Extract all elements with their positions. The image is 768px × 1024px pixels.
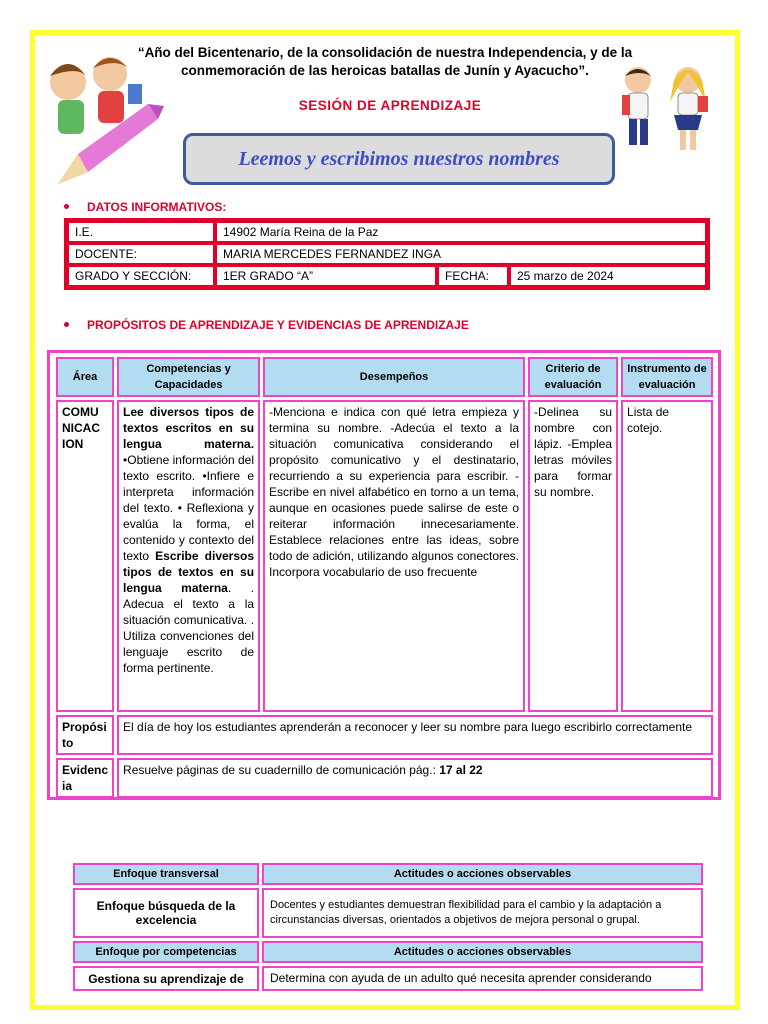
session-title: SESIÓN DE APRENDIZAJE (298, 98, 482, 113)
enfoque-competencias-header: Enfoque por competencias (73, 941, 259, 963)
datos-heading: DATOS INFORMATIVOS: (64, 200, 226, 214)
evidencia-label: Evidenc ia (56, 758, 114, 798)
propositos-heading: PROPÓSITOS DE APRENDIZAJE Y EVIDENCIAS DE APRENDIZAJE (64, 318, 469, 332)
capacidades-1: •Obtiene información del texto escrito. •Infiere e interpreta información del texto. • Reflexiona y evalúa la forma, el contenido y contexto del texto (123, 453, 255, 563)
enfoques-table (70, 860, 706, 994)
competencia-title-1: Lee diversos tipos de textos escritos en su lengua materna. (123, 405, 255, 451)
propositos-table (53, 354, 716, 801)
lesson-title-box (183, 133, 615, 185)
ie-label: I.E. (67, 221, 215, 243)
area-cell: COMU NICAC ION (56, 400, 114, 712)
datos-table (64, 218, 710, 290)
gestiona-text: Determina con ayuda de un adulto qué necesita aprender considerando (262, 966, 703, 991)
desempenos-cell: -Menciona e indica con qué letra empieza y termina su nombre. -Adecúa el texto a la situación comunicativa considerando el propósito comunicativo y el destinatario, recurriendo a su experiencia para escribir. - Escribe en nivel alfabético en torno a un tema, aunque en ocasiones puede salirse de este o reiterar información innecesariamente. Establece relaciones entre las ideas, sobre todo de adición, utilizando algunos conectores. Incorpora vocabulario de uso frecuente (263, 400, 525, 712)
bullet-icon (64, 204, 69, 209)
lesson-title: Leemos y escribimos nuestros nombres (238, 147, 560, 170)
criterio-cell: -Delinea su nombre con lápiz. -Emplea letras móviles para formar su nombre. (528, 400, 618, 712)
actitudes-header-1: Actitudes o acciones observables (262, 863, 703, 885)
gestiona-label: Gestiona su aprendizaje de (73, 966, 259, 991)
motto-text: “Año del Bicentenario, de la consolidación de nuestra Independencia, y de la conmemoración de las heroicas batallas de Junín y Ayacucho”. (137, 45, 633, 78)
capacidades-2: . Adecua el texto a la situación comunicativa. . Utiliza convenciones del lenguaje escrito de forma pertinente. (123, 581, 255, 675)
proposito-label: Propósi to (56, 715, 114, 755)
header-area: Área (56, 357, 114, 397)
fecha-value: 25 marzo de 2024 (509, 265, 707, 287)
instrumento-cell: Lista de cotejo. (621, 400, 713, 712)
evidencia-pages: 17 al 22 (439, 763, 483, 777)
competencia-title-2: Escribe diversos tipos de textos en su lengua materna (123, 549, 255, 595)
header-criterio: Criterio de evaluación (528, 357, 618, 397)
bullet-icon (64, 322, 69, 327)
grado-label: GRADO Y SECCIÓN: (67, 265, 215, 287)
header-instrumento: Instrumento de evaluación (621, 357, 713, 397)
enfoque-excelencia-text: Docentes y estudiantes demuestran flexibilidad para el cambio y la adaptación a circunstancias diversas, orientados a objetivos de mejora personal o grupal. (262, 888, 703, 938)
docente-label: DOCENTE: (67, 243, 215, 265)
enfoque-excelencia-label: Enfoque búsqueda de la excelencia (73, 888, 259, 938)
ie-value: 14902 María Reina de la Paz (215, 221, 707, 243)
proposito-text: El día de hoy los estudiantes aprenderán a reconocer y leer su nombre para luego escribirlo correctamente (117, 715, 713, 755)
grado-value: 1ER GRADO “A” (215, 265, 437, 287)
header-desempenos: Desempeños (263, 357, 525, 397)
competencias-cell: Lee diversos tipos de textos escritos en su lengua materna. •Obtiene información del texto escrito. •Infiere e interpreta información del texto. • Reflexiona y evalúa la forma, el contenido y contexto del texto Escribe diversos tipos de textos en su lengua materna. . Adecua el texto a la situación comunicativa. . Utiliza convenciones del lenguaje escrito de forma pertinente. (117, 400, 260, 712)
enfoques-section (70, 860, 706, 990)
evidencia-text: Resuelve páginas de su cuadernillo de comunicación pág.: (123, 763, 440, 777)
enfoque-transversal-header: Enfoque transversal (73, 863, 259, 885)
docente-value: MARIA MERCEDES FERNANDEZ INGA (215, 243, 707, 265)
header-competencias: Competencias y Capacidades (117, 357, 260, 397)
actitudes-header-2: Actitudes o acciones observables (262, 941, 703, 963)
fecha-label: FECHA: (437, 265, 509, 287)
evidencia-cell (117, 758, 713, 798)
